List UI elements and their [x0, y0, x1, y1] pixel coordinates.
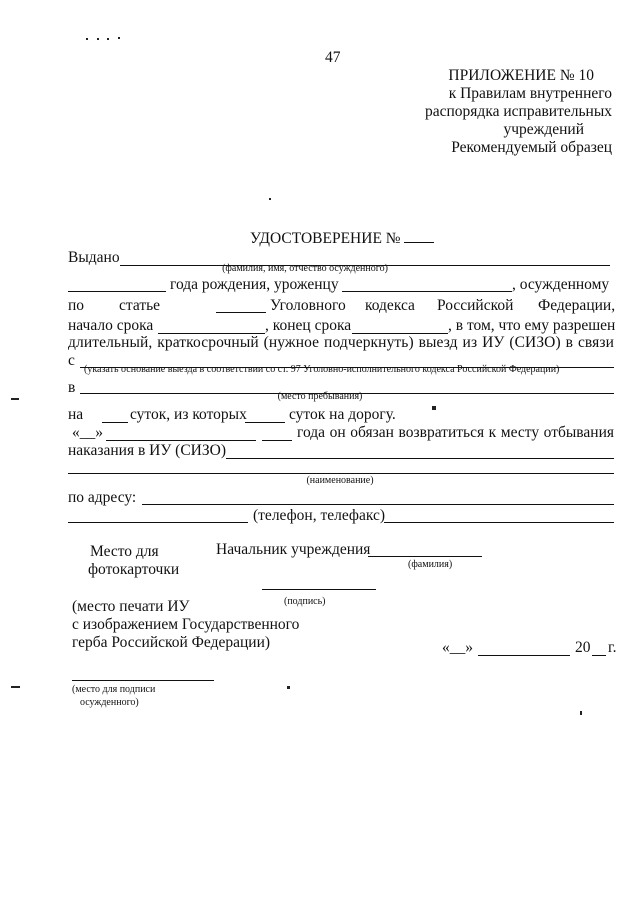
return-date-year-field[interactable]	[262, 440, 292, 441]
scan-speck	[107, 38, 109, 40]
term-end-label: , конец срока	[265, 317, 352, 334]
appendix-header	[380, 67, 612, 157]
scan-speck	[287, 686, 290, 689]
document-title-text: УДОСТОВЕРЕНИЕ №	[250, 230, 401, 247]
page-number: 47	[325, 49, 341, 66]
seal-line3: герба Российской Федерации)	[72, 634, 271, 651]
address-field[interactable]	[142, 504, 614, 505]
chief-label: Начальник учреждения	[216, 541, 371, 558]
appendix-line3: учреждений	[503, 121, 584, 138]
article-word-po: по	[68, 297, 85, 314]
sign-date-year-field[interactable]	[592, 655, 606, 656]
phone-field[interactable]	[384, 522, 614, 523]
phone-label: (телефон, телефакс)	[253, 507, 386, 524]
sign-date-quotes: «__»	[442, 639, 473, 656]
scan-speck	[97, 38, 99, 40]
return-date-quotes: «__»	[72, 424, 103, 441]
sign-date-century: 20	[575, 639, 591, 656]
term-start-label: начало срока	[68, 317, 154, 334]
sign-date-month-field[interactable]	[478, 655, 570, 656]
convict-signature-hint2: осужденного)	[80, 697, 139, 708]
surname-hint: (фамилия)	[408, 559, 453, 570]
appendix-line1: к Правилам внутреннего	[448, 85, 612, 102]
article-word-rf1: Российской	[437, 297, 514, 314]
photo-place-line1: Место для	[90, 543, 159, 560]
birthplace-field[interactable]	[342, 291, 512, 292]
chief-surname-field[interactable]	[368, 556, 482, 557]
seal-line2: с изображением Государственного	[72, 616, 300, 633]
address-label: по адресу:	[68, 489, 137, 506]
scan-speck	[118, 37, 120, 39]
convict-signature-field[interactable]	[72, 680, 214, 681]
return-date-month-field[interactable]	[106, 440, 256, 441]
leave-type-text: длительный, краткосрочный (нужное подчеркнуть) выезд из ИУ (СИЗО) в связи	[68, 334, 614, 351]
institution-field-2[interactable]	[68, 473, 614, 474]
scan-speck	[11, 686, 20, 688]
with-label: с	[68, 352, 75, 369]
institution-hint: (наименование)	[306, 475, 374, 486]
article-number-field[interactable]	[216, 312, 266, 313]
fio-hint: (фамилия, имя, отчество осужденного)	[222, 263, 388, 274]
article-word-rf2: Федерации,	[538, 297, 616, 314]
document-number-field[interactable]	[404, 228, 434, 243]
address-field-2[interactable]	[68, 522, 248, 523]
days-total-field[interactable]	[102, 422, 128, 423]
days-on-label: на	[68, 406, 84, 423]
article-word-code1: Уголовного	[270, 297, 346, 314]
signature-hint: (подпись)	[284, 596, 326, 607]
photo-place-line2: фотокарточки	[88, 561, 180, 578]
convict-signature-hint1: (место для подписи	[72, 684, 156, 695]
document-title	[250, 228, 434, 248]
issued-to-label: Выдано	[68, 249, 120, 266]
scan-speck	[11, 398, 19, 400]
return-text: года он обязан возвратиться к месту отбывания	[297, 424, 614, 441]
signature-field[interactable]	[262, 589, 376, 590]
place-hint: (место пребывания)	[277, 391, 363, 402]
appendix-line4: Рекомендуемый образец	[451, 139, 612, 156]
seal-line1: (место печати ИУ	[72, 598, 190, 615]
scan-speck	[432, 406, 436, 410]
punishment-label: наказания в ИУ (СИЗО)	[68, 442, 226, 459]
scan-speck	[580, 711, 582, 715]
days-road-field[interactable]	[245, 422, 285, 423]
appendix-title: ПРИЛОЖЕНИЕ № 10	[448, 67, 594, 84]
days-of-which-label: суток, из которых	[130, 406, 247, 423]
appendix-line2: распорядка исправительных	[425, 103, 612, 120]
scan-speck	[269, 198, 271, 200]
sign-date-g: г.	[608, 639, 617, 656]
convicted-label: , осужденному	[512, 276, 610, 293]
article-word-statye: статье	[119, 297, 161, 314]
allowed-label: , в том, что ему разрешен	[448, 317, 616, 334]
birth-year-field[interactable]	[68, 291, 166, 292]
birth-year-label: года рождения, уроженцу	[170, 276, 339, 293]
scan-speck	[86, 38, 88, 40]
days-road-label: суток на дорогу.	[289, 406, 396, 423]
in-label: в	[68, 379, 76, 396]
institution-field[interactable]	[226, 458, 614, 459]
basis-hint: (указать основание выезда в соответствии со ст. 97 Уголовно-исполнительного кодекса Российской Федерации)	[84, 364, 560, 375]
article-word-code2: кодекса	[365, 297, 415, 314]
